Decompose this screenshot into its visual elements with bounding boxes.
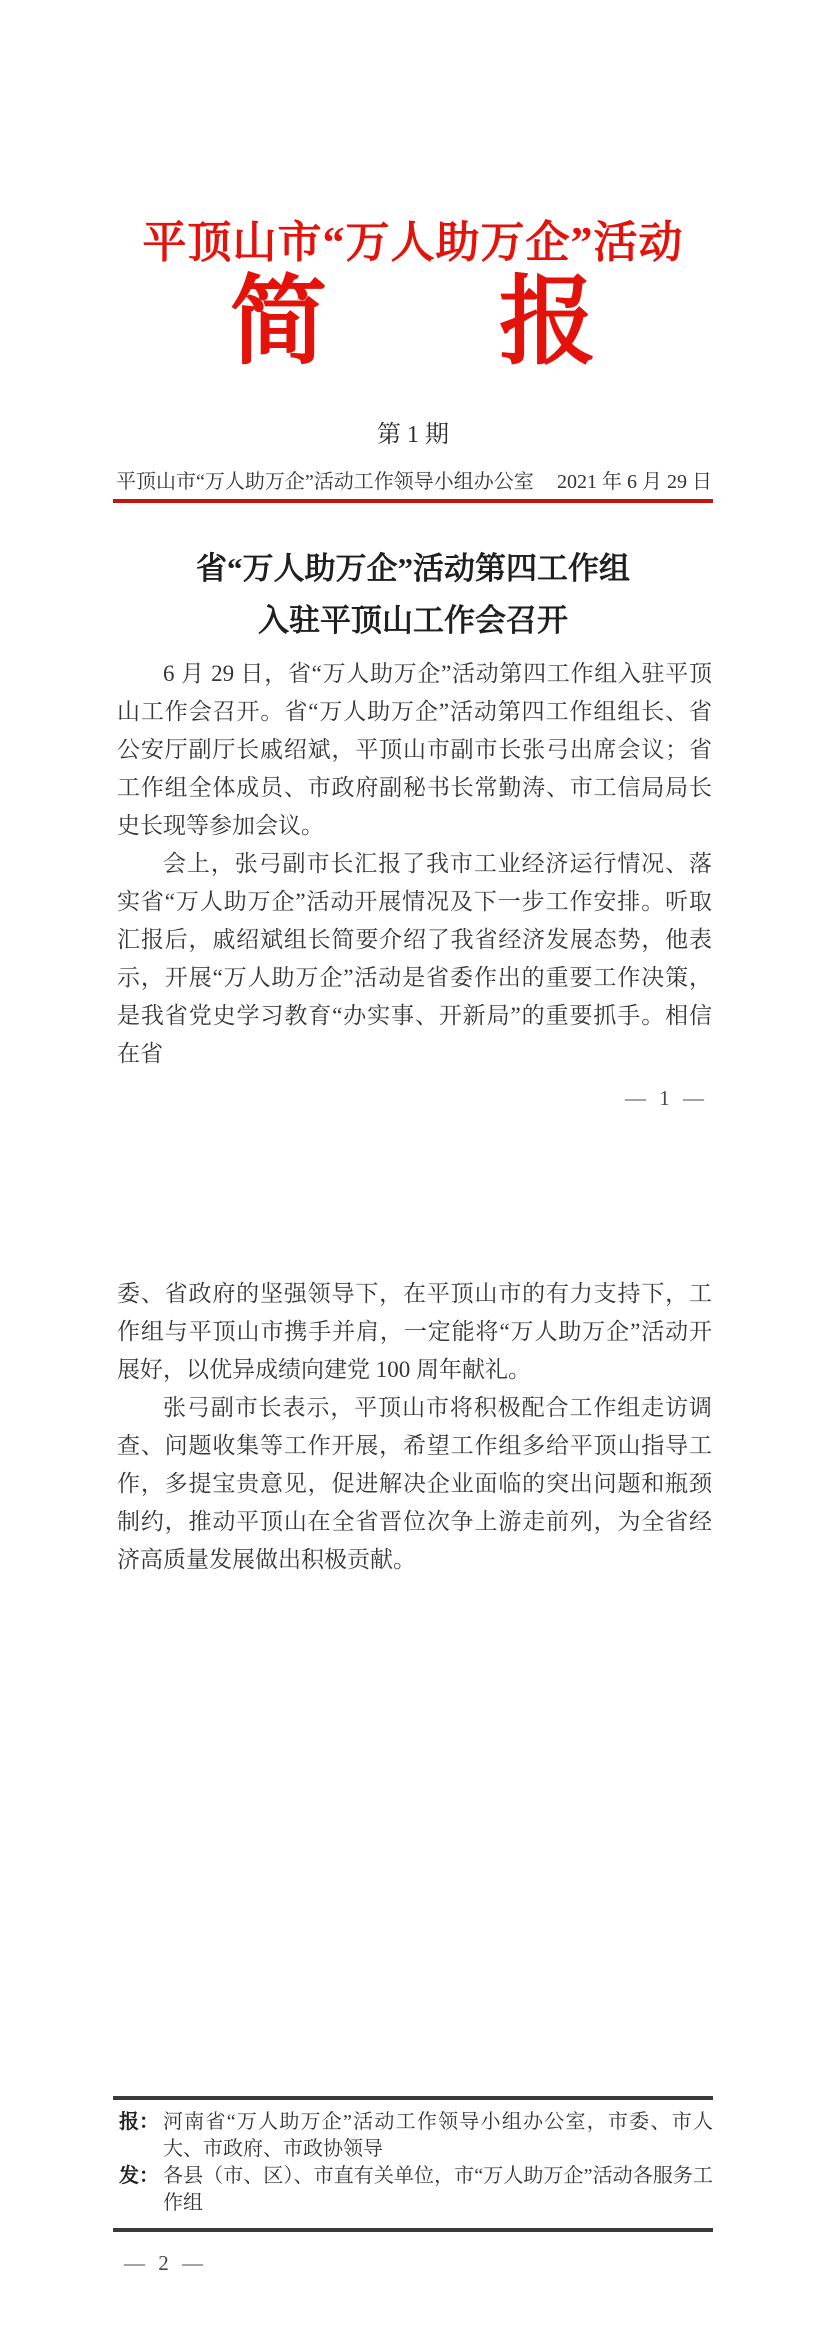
report-label: 报：: [119, 2111, 159, 2133]
article-title: [0, 543, 826, 647]
distribution-footer: [113, 2096, 713, 2232]
issue-number: 第 1 期: [377, 422, 449, 448]
masthead-activity-title: 平顶山市“万人助万企”活动: [142, 218, 684, 267]
distribute-recipients: 各县（市、区）、市直有关单位，市“万人助万企”活动各服务工作组: [163, 2165, 713, 2214]
report-row: [113, 2109, 713, 2163]
bulletin-title-char-2: 报: [499, 269, 596, 376]
body-text-page-2: [117, 1275, 712, 1579]
paragraph: 张弓副市长表示，平顶山市将积极配合工作组走访调查、问题收集等工作开展，希望工作组多给平顶山指导工作，多提宝贵意见，促进解决企业面临的突出问题和瓶颈制约，推动平顶山在全省晋位次争上游走前列，为全省经济高质量发展做出积极贡献。: [117, 1395, 712, 1572]
paragraph-continued: 委、省政府的坚强领导下，在平顶山市的有力支持下，工作组与平顶山市携手并肩，一定能将“万人助万企”活动开展好，以优异成绩向建党 100 周年献礼。: [117, 1281, 712, 1382]
bulletin-title: [0, 269, 826, 376]
body-text-page-1: [117, 655, 712, 1073]
page-number-1: — 1 —: [625, 1086, 708, 1110]
distribute-label: 发：: [119, 2165, 159, 2187]
report-recipients: 河南省“万人助万企”活动工作领导小组办公室，市委、市人大、市政府、市政协领导: [163, 2111, 713, 2160]
article-title-line-1: 省“万人助万企”活动第四工作组: [196, 551, 630, 586]
distribute-row: [113, 2163, 713, 2217]
issuer-name: 平顶山市“万人助万企”活动工作领导小组办公室: [116, 471, 534, 493]
bulletin-title-char-1: 简: [230, 269, 327, 376]
paragraph: 6 月 29 日，省“万人助万企”活动第四工作组入驻平顶山工作会召开。省“万人助万企”活动第四工作组组长、省公安厅副厅长戚绍斌，平顶山市副市长张弓出席会议；省工作组全体成员、市政府副秘书长常勤涛、市工信局局长史长现等参加会议。: [117, 661, 712, 838]
article-title-line-2: 入驻平顶山工作会召开: [258, 603, 568, 638]
issuer-row: [116, 465, 712, 494]
page-number-2: — 2 —: [124, 2251, 207, 2275]
masthead-divider-rule: [113, 499, 713, 503]
issue-date: 2021 年 6 月 29 日: [557, 471, 712, 493]
paragraph: 会上，张弓副市长汇报了我市工业经济运行情况、落实省“万人助万企”活动开展情况及下一步工作安排。听取汇报后，戚绍斌组长简要介绍了我省经济发展态势，他表示，开展“万人助万企”活动是省委作出的重要工作决策，是我省党史学习教育“办实事、开新局”的重要抓手。相信在省: [117, 851, 712, 1066]
